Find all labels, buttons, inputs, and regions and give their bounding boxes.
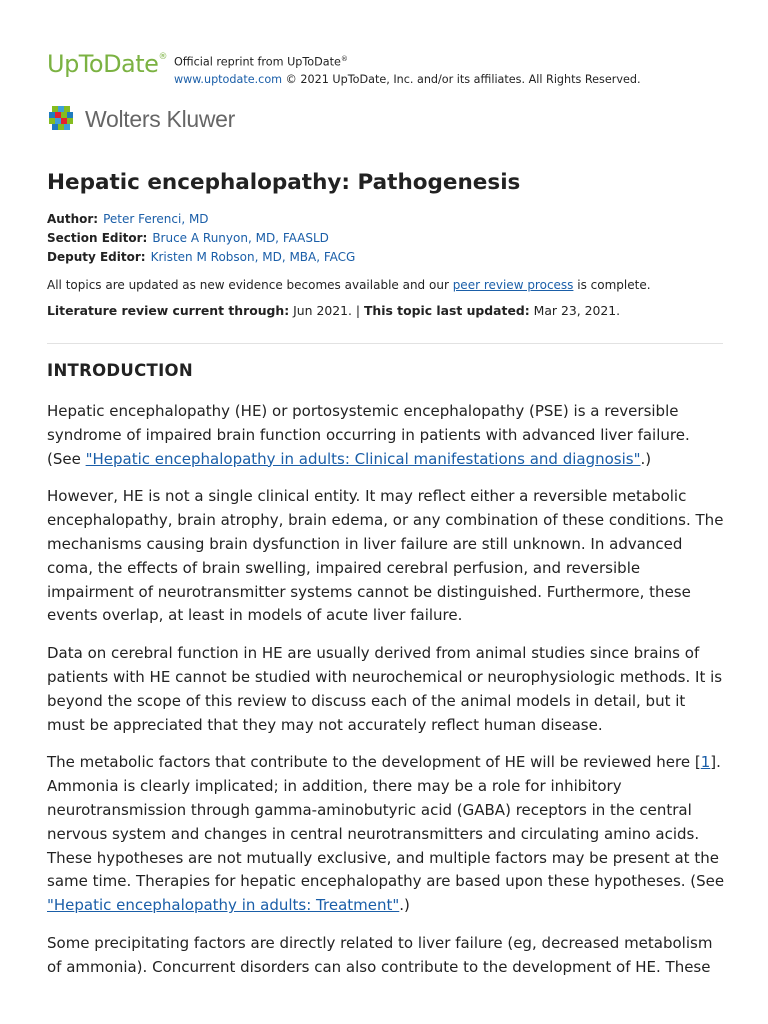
article-title: Hepatic encephalopathy: Pathogenesis <box>47 170 521 195</box>
p4-text: The metabolic factors that contribute to the development of HE will be reviewed here [ <box>47 753 701 772</box>
p4-end: .) <box>399 896 410 915</box>
paragraph-2: However, HE is not a single clinical entity. It may reflect either a reversible metabolic encephalopathy, brain atrophy, brain edema, or any combination of these conditions. The mechanisms causing brain dysfunction in liver failure are still unknown. In advanced coma, the effects of brain swelling, impaired cerebral perfusion, and reversible impairment of neurotransmitter systems cannot be distinguished. Furthermore, these events overlap, at least in models of acute liver failure. <box>47 487 724 625</box>
paragraph-5: Some precipitating factors are directly related to liver failure (eg, decreased metabolism of ammonia). Concurrent disorders can also contribute to the development of HE. These <box>47 933 713 976</box>
deputy-editor-row <box>47 248 355 267</box>
section-heading: INTRODUCTION <box>47 361 193 380</box>
paragraph-3: Data on cerebral function in HE are usually derived from animal studies since brains of patients with HE cannot be studied with neurochemical or neurophysiologic methods. It is beyond the scope of this review to discuss each of the animal models in detail, but it must be appreciated that they may not accurately reflect human disease. <box>47 644 723 734</box>
review-dates <box>47 302 620 320</box>
author-link[interactable]: Peter Ferenci, MD <box>103 212 209 226</box>
reference-1-link[interactable]: 1 <box>700 753 711 772</box>
update-note-end: is complete. <box>573 278 651 292</box>
p1-end: .) <box>640 449 652 468</box>
section-editor-label: Section Editor: <box>47 231 148 245</box>
author-row <box>47 210 355 229</box>
wolters-kluwer-text: Wolters Kluwer <box>85 106 236 132</box>
p1-text: Hepatic encephalopathy (HE) or portosystemic encephalopathy (PSE) is a reversible syndrome of impaired brain function occurring in patients with advanced liver failure. (See <box>47 402 690 468</box>
wolters-kluwer-mark-icon <box>47 104 77 134</box>
reprint-mark: ® <box>340 55 348 63</box>
deputy-editor-label: Deputy Editor: <box>47 250 146 264</box>
uptodate-logo-mark: ® <box>158 52 167 62</box>
paragraph-4 <box>47 751 727 918</box>
deputy-editor-link[interactable]: Kristen M Robson, MD, MBA, FACG <box>150 250 356 264</box>
section-editor-link[interactable]: Bruce A Runyon, MD, FAASLD <box>152 231 329 245</box>
update-note-text: All topics are updated as new evidence becomes available and our <box>47 278 453 292</box>
copyright-text: © 2021 UpToDate, Inc. and/or its affiliates. All Rights Reserved. <box>282 72 641 86</box>
lit-review-date: Jun 2021. | <box>289 303 364 318</box>
uptodate-site-link[interactable]: www.uptodate.com <box>174 72 283 86</box>
peer-review-link[interactable]: peer review process <box>452 278 574 292</box>
section-editor-row <box>47 229 355 248</box>
reprint-header <box>47 48 723 88</box>
uptodate-logo <box>47 50 167 78</box>
reprint-line: Official reprint from UpToDate <box>174 55 341 69</box>
last-updated-label: This topic last updated: <box>363 303 530 318</box>
p4-mid: ]. Ammonia is clearly implicated; in addition, there may be a role for inhibitory neurotransmission through gamma-aminobutyric acid (GABA) receptors in the central nervous system and changes in central neurotransmitters and circulating amino acids. These hypotheses are not mutually exclusive, and multiple factors may be present at the same time. Therapies for hepatic encephalopathy are based upon these hypotheses. (See <box>47 753 725 891</box>
header-divider <box>47 343 723 344</box>
update-note <box>47 276 651 294</box>
reprint-info <box>174 51 641 88</box>
lit-review-label: Literature review current through: <box>47 303 290 318</box>
author-label: Author: <box>47 212 99 226</box>
article-credits <box>47 210 355 267</box>
clinical-manifestations-link[interactable]: "Hepatic encephalopathy in adults: Clinical manifestations and diagnosis" <box>85 449 641 468</box>
article-body <box>47 400 727 994</box>
uptodate-logo-text: UpToDate <box>47 50 159 78</box>
treatment-link[interactable]: "Hepatic encephalopathy in adults: Treatment" <box>47 896 400 915</box>
last-updated-date: Mar 23, 2021. <box>529 303 621 318</box>
paragraph-1 <box>47 400 727 471</box>
